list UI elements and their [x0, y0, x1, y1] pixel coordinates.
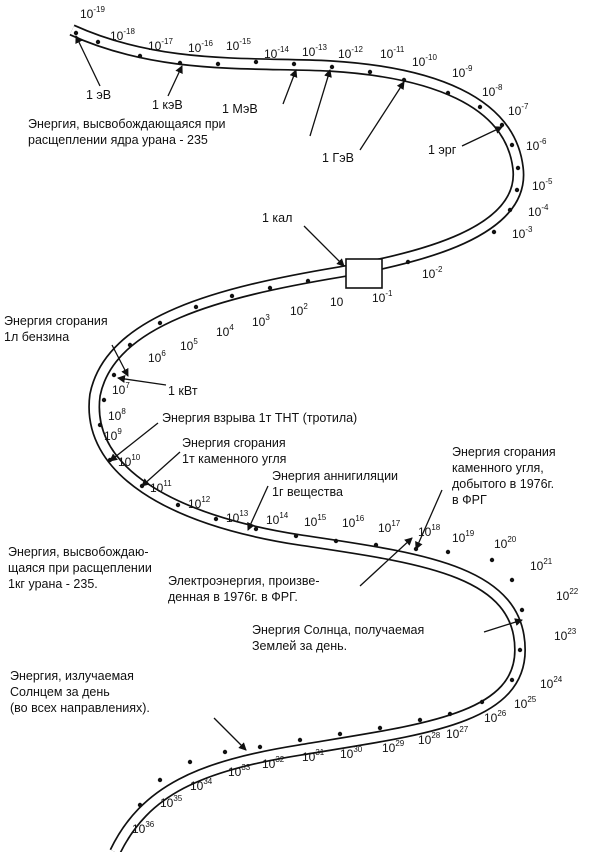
- tick-exponent: 18: [431, 523, 441, 532]
- tick-label: [148, 349, 166, 365]
- annotation-sun-earth: [252, 623, 424, 653]
- tick-label: [226, 509, 249, 525]
- tick-exponent: 14: [279, 511, 289, 520]
- tick-label: [104, 427, 122, 443]
- tick-base: 10: [252, 315, 266, 329]
- tick-exponent: -2: [435, 265, 443, 274]
- tick-exponent: 8: [121, 407, 126, 416]
- tick-base: 10: [446, 727, 460, 741]
- tick-base: 10: [528, 205, 542, 219]
- tick-label: [446, 725, 469, 741]
- tick-exponent: 26: [497, 709, 507, 718]
- tick-exponent: 10: [131, 453, 141, 462]
- tick-exponent: 21: [543, 557, 553, 566]
- tick-label: [484, 709, 507, 725]
- tick-label: [262, 755, 285, 771]
- annotation-line: Энергия сгорания: [4, 314, 108, 328]
- tick-base: 10: [556, 589, 570, 603]
- tick-label: [110, 27, 135, 43]
- annotation-line: 1кг урана - 235.: [8, 577, 98, 591]
- tick-exponent: 25: [527, 695, 537, 704]
- tick-exponent: -5: [545, 177, 553, 186]
- tick-label: [160, 794, 183, 810]
- tick-base: 10: [532, 179, 546, 193]
- tick-dot: [478, 105, 482, 109]
- tick-exponent: 22: [569, 587, 579, 596]
- tick-base: 10: [512, 227, 526, 241]
- tick-base: 10: [540, 677, 554, 691]
- tick-dot: [446, 91, 450, 95]
- tick-base: 10: [148, 351, 162, 365]
- tick-label: [482, 83, 503, 99]
- annotation-ev: [86, 88, 111, 102]
- tick-label: [532, 177, 553, 193]
- annotation-line: 1 кВт: [168, 384, 198, 398]
- tick-label: [372, 289, 393, 305]
- tick-exponent: -13: [315, 43, 327, 52]
- tick-dot: [338, 732, 342, 736]
- tick-exponent: -4: [541, 203, 549, 212]
- tick-label: [412, 53, 437, 69]
- tick-label: [338, 45, 363, 61]
- tick-label: [540, 675, 563, 691]
- calorie-box: [346, 259, 382, 288]
- annotation-annihilation: [272, 469, 398, 499]
- tick-dot: [158, 778, 162, 782]
- tick-label: [228, 763, 251, 779]
- tick-base: 10: [302, 750, 316, 764]
- tick-base: 10: [118, 455, 132, 469]
- tick-label: [330, 295, 344, 309]
- annotation-line: 1 кал: [262, 211, 293, 225]
- tick-base: 10: [452, 66, 466, 80]
- tick-label: [526, 137, 547, 153]
- tick-dot: [258, 745, 262, 749]
- annotation-tnt: [162, 411, 357, 425]
- tick-dot: [402, 78, 406, 82]
- annotation-line: Энергия, излучаемая: [10, 669, 134, 683]
- annotation-line: щаяся при расщеплении: [8, 561, 152, 575]
- annotation-sun-day: [10, 669, 150, 715]
- tick-base: 10: [262, 757, 276, 771]
- tick-base: 10: [104, 429, 118, 443]
- tick-exponent: 16: [355, 514, 365, 523]
- tick-base: 10: [330, 295, 344, 309]
- tick-label: [514, 695, 537, 711]
- tick-dot: [128, 343, 132, 347]
- tick-dot: [508, 208, 512, 212]
- tick-exponent: -17: [161, 37, 173, 46]
- annotation-mev: [222, 102, 258, 116]
- tick-dot: [492, 230, 496, 234]
- tick-label: [418, 731, 441, 747]
- tick-dot: [268, 286, 272, 290]
- annotation-uranium-nucleus: [28, 117, 226, 147]
- arrow-mev: [283, 70, 296, 104]
- tick-label: [190, 777, 213, 793]
- tick-dot: [298, 738, 302, 742]
- annotation-electricity-frg: [168, 574, 320, 604]
- tick-dot: [176, 503, 180, 507]
- tick-label: [380, 45, 405, 61]
- tick-exponent: 20: [507, 535, 517, 544]
- annotation-line: 1 ГэВ: [322, 151, 354, 165]
- tick-base: 10: [494, 537, 508, 551]
- tick-dot: [216, 62, 220, 66]
- tick-label: [530, 557, 553, 573]
- tick-exponent: -9: [465, 64, 473, 73]
- annotation-uranium-kg: [8, 545, 152, 591]
- tick-dot: [254, 60, 258, 64]
- tick-dot: [510, 578, 514, 582]
- tick-dot: [406, 260, 410, 264]
- tick-label: [342, 514, 365, 530]
- tick-label: [378, 519, 401, 535]
- arrow-annihilation: [248, 486, 268, 530]
- annotation-line: Энергия Солнца, получаемая: [252, 623, 425, 637]
- tick-exponent: -8: [495, 83, 503, 92]
- tick-exponent: 34: [203, 777, 213, 786]
- tick-dot: [214, 517, 218, 521]
- tick-exponent: 23: [567, 627, 577, 636]
- annotation-line: расщеплении ядра урана - 235: [28, 133, 208, 147]
- tick-dot: [378, 726, 382, 730]
- tick-dot: [294, 534, 298, 538]
- annotation-coal-ton: [182, 436, 286, 466]
- calorie-marker-box: [346, 259, 382, 288]
- tick-base: 10: [132, 822, 146, 836]
- tick-base: 10: [180, 339, 194, 353]
- tick-exponent: 32: [275, 755, 285, 764]
- annotation-line: добытого в 1976г.: [452, 477, 555, 491]
- annotation-line: Солнцем за день: [10, 685, 110, 699]
- annotation-line: Энергия взрыва 1т ТНТ (тротила): [162, 411, 358, 425]
- tick-base: 10: [482, 85, 496, 99]
- tick-exponent: -10: [425, 53, 437, 62]
- arrow-kev: [168, 66, 182, 96]
- tick-label: [494, 535, 517, 551]
- tick-exponent: 33: [241, 763, 251, 772]
- tick-label: [226, 37, 251, 53]
- tick-base: 10: [484, 711, 498, 725]
- annotation-petrol: [4, 314, 108, 344]
- tick-exponent: 15: [317, 513, 327, 522]
- tick-base: 10: [148, 39, 162, 53]
- tick-base: 10: [216, 325, 230, 339]
- tick-base: 10: [112, 383, 126, 397]
- tick-label: [528, 203, 549, 219]
- tick-label: [452, 64, 473, 80]
- annotation-line: 1 МэВ: [222, 102, 258, 116]
- tick-dot: [520, 608, 524, 612]
- tick-exponent: 17: [391, 519, 401, 528]
- tick-base: 10: [554, 629, 568, 643]
- tick-base: 10: [290, 304, 304, 318]
- tick-label: [108, 407, 126, 423]
- tick-label: [304, 513, 327, 529]
- tick-exponent: -15: [239, 37, 251, 46]
- annotation-line: денная в 1976г. в ФРГ.: [168, 590, 298, 604]
- annotation-line: Землей за день.: [252, 639, 348, 653]
- tick-base: 10: [264, 47, 278, 61]
- tick-exponent: 30: [353, 745, 363, 754]
- tick-label: [290, 302, 308, 318]
- tick-exponent: 9: [117, 427, 122, 436]
- tick-base: 10: [378, 521, 392, 535]
- tick-exponent: 7: [125, 381, 130, 390]
- tick-dot: [374, 543, 378, 547]
- tick-dot: [158, 321, 162, 325]
- arrow-coal_frg: [416, 490, 442, 549]
- tick-base: 10: [508, 104, 522, 118]
- tick-label: [452, 529, 475, 545]
- tick-label: [150, 479, 172, 495]
- annotation-erg: [428, 143, 457, 157]
- tick-base: 10: [418, 733, 432, 747]
- tick-base: 10: [530, 559, 544, 573]
- tick-exponent: 19: [465, 529, 475, 538]
- tick-label: [422, 265, 443, 281]
- annotation-gev: [322, 151, 354, 165]
- annotation-line: в ФРГ: [452, 493, 487, 507]
- tick-base: 10: [80, 7, 94, 21]
- tick-exponent: 27: [459, 725, 469, 734]
- tick-dot: [112, 373, 116, 377]
- tick-base: 10: [108, 409, 122, 423]
- tick-exponent: 28: [431, 731, 441, 740]
- tick-exponent: 12: [201, 495, 211, 504]
- tick-base: 10: [190, 779, 204, 793]
- annotation-line: 1т каменного угля: [182, 452, 287, 466]
- tick-base: 10: [304, 515, 318, 529]
- tick-dot: [138, 54, 142, 58]
- arrow-sun_day: [214, 718, 246, 750]
- tick-base: 10: [160, 796, 174, 810]
- tick-base: 10: [188, 497, 202, 511]
- annotation-line: Энергия сгорания: [182, 436, 286, 450]
- tick-dot: [254, 527, 258, 531]
- annotation-line: 1 эВ: [86, 88, 112, 102]
- arrow-cal: [304, 226, 344, 266]
- tick-base: 10: [188, 41, 202, 55]
- tick-dot: [516, 166, 520, 170]
- tick-base: 10: [372, 291, 386, 305]
- tick-base: 10: [226, 39, 240, 53]
- tick-dot: [223, 750, 227, 754]
- tick-base: 10: [110, 29, 124, 43]
- tick-exponent: -7: [521, 102, 529, 111]
- tick-exponent: -16: [201, 39, 213, 48]
- tick-base: 10: [342, 516, 356, 530]
- tick-base: 10: [150, 481, 164, 495]
- tick-exponent: 24: [553, 675, 563, 684]
- tick-base: 10: [526, 139, 540, 153]
- tick-dot: [510, 678, 514, 682]
- tick-dot: [330, 65, 334, 69]
- tick-dot: [446, 550, 450, 554]
- tick-base: 10: [338, 47, 352, 61]
- tick-label: [188, 495, 211, 511]
- annotation-line: (во всех направлениях).: [10, 701, 150, 715]
- arrow-erg: [462, 127, 502, 146]
- tick-label: [132, 820, 155, 836]
- tick-label: [80, 5, 105, 21]
- tick-label: [188, 39, 213, 55]
- annotation-line: Энергия сгорания: [452, 445, 556, 459]
- tick-dot: [510, 143, 514, 147]
- tick-base: 10: [418, 525, 432, 539]
- tick-dot: [96, 40, 100, 44]
- tick-exponent: 2: [303, 302, 308, 311]
- tick-dot: [102, 398, 106, 402]
- tick-dot: [138, 803, 142, 807]
- arrow-uranium_nucleus: [310, 70, 330, 136]
- annotation-line: Электроэнергия, произве-: [168, 574, 320, 588]
- tick-dot: [74, 31, 78, 35]
- tick-dot: [418, 718, 422, 722]
- tick-dot: [334, 539, 338, 543]
- annotation-line: 1л бензина: [4, 330, 70, 344]
- tick-base: 10: [422, 267, 436, 281]
- tick-label: [340, 745, 363, 761]
- tick-label: [508, 102, 529, 118]
- tick-base: 10: [226, 511, 240, 525]
- tick-exponent: 13: [239, 509, 249, 518]
- tick-dot: [480, 700, 484, 704]
- tick-base: 10: [514, 697, 528, 711]
- tick-label: [266, 511, 289, 527]
- tick-label: [382, 739, 405, 755]
- tick-base: 10: [228, 765, 242, 779]
- arrow-gev: [360, 82, 404, 150]
- tick-exponent: -6: [539, 137, 547, 146]
- annotation-line: 1 кэВ: [152, 98, 183, 112]
- tick-base: 10: [452, 531, 466, 545]
- tick-dot: [98, 423, 102, 427]
- annotation-line: каменного угля,: [452, 461, 544, 475]
- tick-label: [302, 43, 327, 59]
- tick-dot: [188, 760, 192, 764]
- tick-base: 10: [340, 747, 354, 761]
- tick-dot: [515, 188, 519, 192]
- tick-base: 10: [382, 741, 396, 755]
- tick-dot: [518, 648, 522, 652]
- tick-label: [512, 225, 533, 241]
- tick-dot: [292, 62, 296, 66]
- tick-exponent: -18: [123, 27, 135, 36]
- tick-base: 10: [266, 513, 280, 527]
- tick-exponent: -11: [393, 45, 405, 54]
- tick-label: [554, 627, 577, 643]
- annotation-kev: [152, 98, 183, 112]
- annotation-kwt: [168, 384, 198, 398]
- tick-base: 10: [380, 47, 394, 61]
- tick-exponent: -14: [277, 45, 289, 54]
- tick-label: [148, 37, 173, 53]
- tick-label: [252, 313, 270, 329]
- annotation-line: Энергия, высвобождающаяся при: [28, 117, 226, 131]
- tick-base: 10: [302, 45, 316, 59]
- tick-exponent: 31: [315, 748, 325, 757]
- tick-dot: [490, 558, 494, 562]
- tick-label: [118, 453, 141, 469]
- tick-label: [216, 323, 234, 339]
- annotations: [4, 88, 556, 715]
- tick-exponent: 35: [173, 794, 183, 803]
- tick-exponent: 36: [145, 820, 155, 829]
- tick-exponent: 3: [265, 313, 270, 322]
- tick-label: [302, 748, 325, 764]
- tick-dot: [500, 123, 504, 127]
- tick-label: [264, 45, 289, 61]
- tick-dot: [230, 294, 234, 298]
- tick-exponent: 29: [395, 739, 405, 748]
- annotation-line: 1г вещества: [272, 485, 343, 499]
- annotation-line: Энергия, высвобождаю-: [8, 545, 149, 559]
- tick-exponent: 11: [163, 479, 172, 488]
- tick-exponent: 5: [193, 337, 198, 346]
- tick-dot: [178, 61, 182, 65]
- tick-exponent: 6: [161, 349, 166, 358]
- tick-dot: [306, 279, 310, 283]
- tick-dot: [368, 70, 372, 74]
- tick-exponent: -12: [351, 45, 363, 54]
- tick-exponent: 4: [229, 323, 234, 332]
- annotation-coal-frg: [452, 445, 556, 507]
- tick-label: [180, 337, 198, 353]
- tick-dot: [194, 305, 198, 309]
- tick-dot: [448, 712, 452, 716]
- annotation-line: Энергия аннигиляции: [272, 469, 399, 483]
- annotation-cal: [262, 211, 292, 225]
- tick-exponent: -19: [93, 5, 105, 14]
- tick-base: 10: [412, 55, 426, 69]
- tick-exponent: -3: [525, 225, 533, 234]
- tick-label: [556, 587, 579, 603]
- annotation-line: 1 эрг: [428, 143, 457, 157]
- tick-exponent: -1: [385, 289, 393, 298]
- tick-label: [112, 381, 130, 397]
